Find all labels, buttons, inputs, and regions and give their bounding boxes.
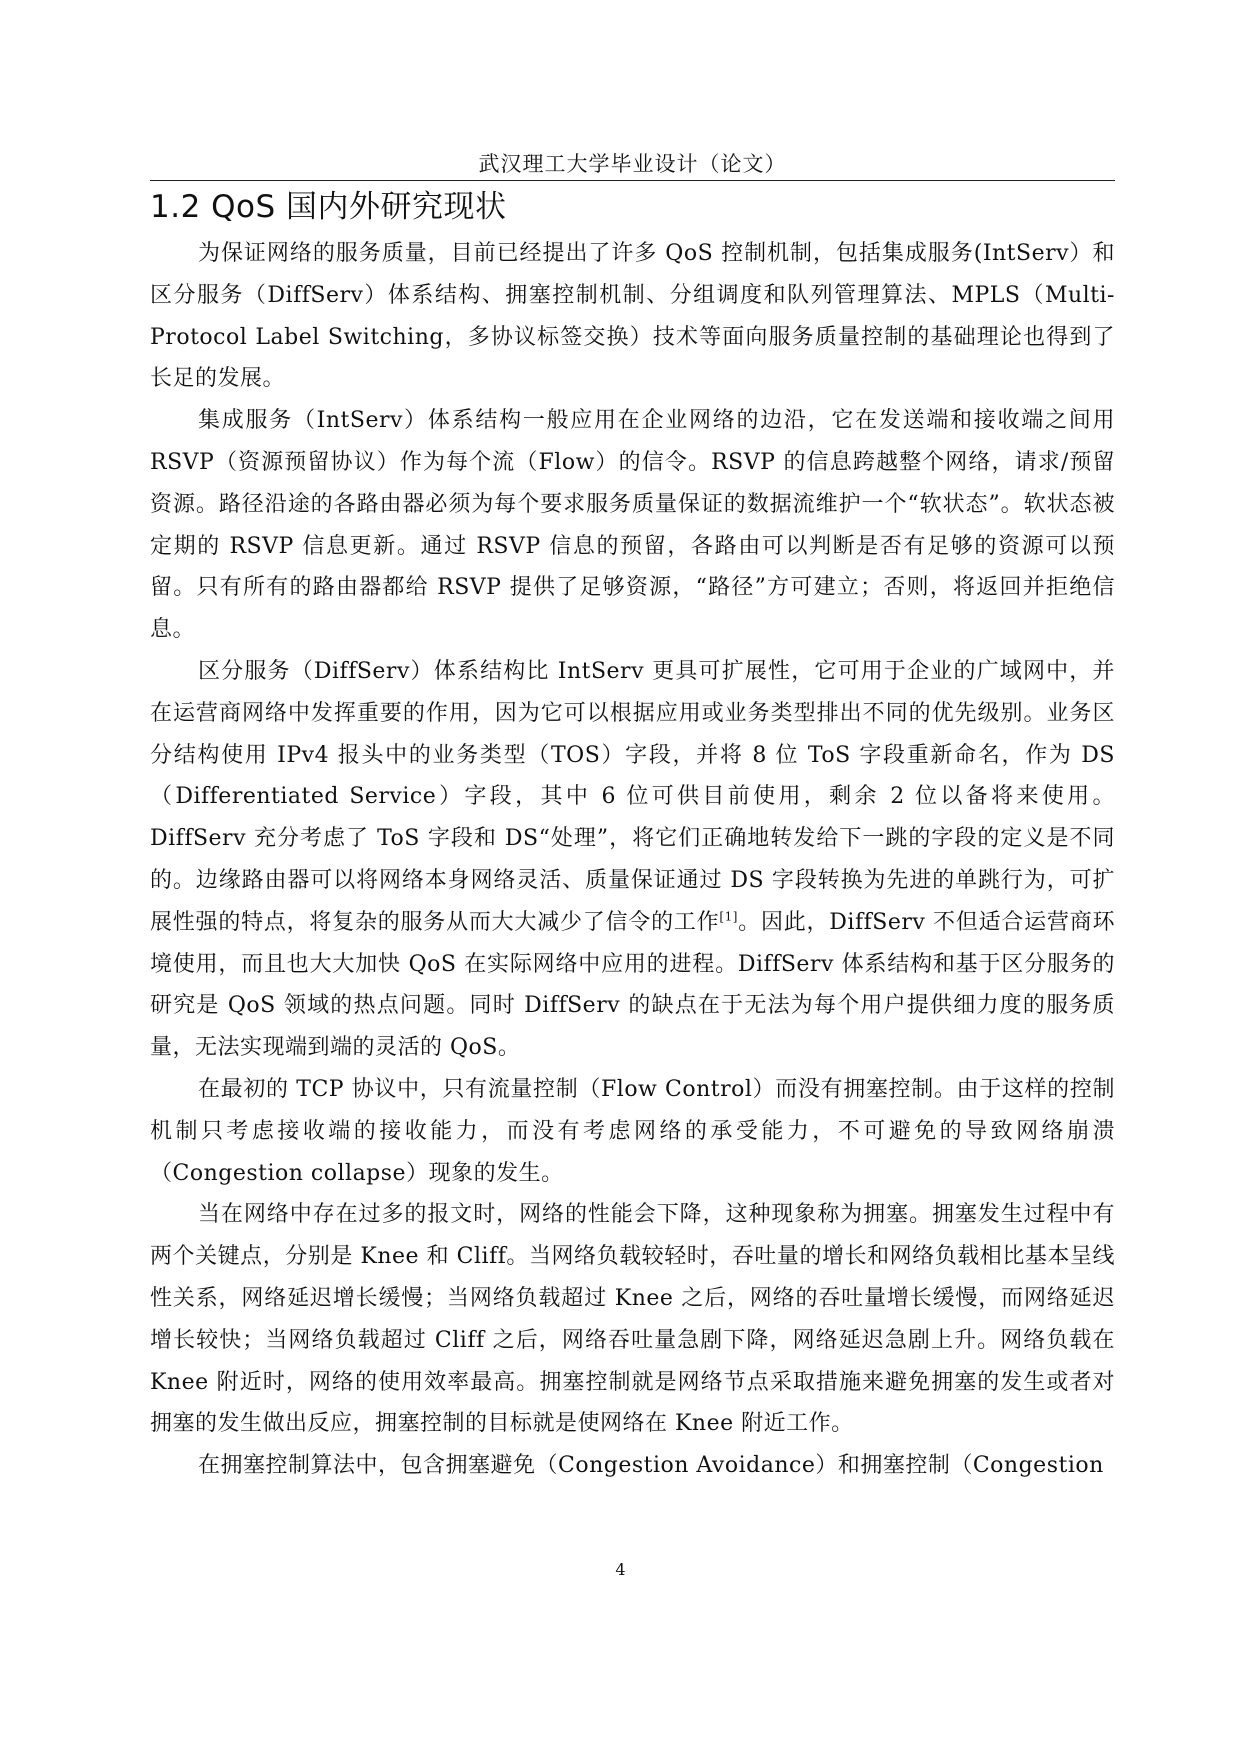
body-text — [150, 233, 1115, 1487]
section-heading: 1.2 QoS 国内外研究现状 — [150, 189, 507, 225]
paragraph-5: 当在网络中存在过多的报文时，网络的性能会下降，这种现象称为拥塞。拥塞发生过程中有两个关键点，分别是 Knee 和 Cliff。当网络负载较轻时，吞吐量的增长和网络负载相比基本呈线性关系，网络延迟增长缓慢；当网络负载超过 Knee 之后，网络的吞吐量增长缓慢，而网络延迟增长较快；当网络负载超过 Cliff 之后，网络吞吐量急剧下降，网络延迟急剧上升。网络负载在 Knee 附近时，网络的使用效率最高。拥塞控制就是网络节点采取措施来避免拥塞的发生或者对拥塞的发生做出反应，拥塞控制的目标就是使网络在 Knee 附近工作。 — [150, 1202, 1115, 1437]
paragraph-1: 为保证网络的服务质量，目前已经提出了许多 QoS 控制机制，包括集成服务(IntServ）和区分服务（DiffServ）体系结构、拥塞控制机制、分组调度和队列管理算法、MPLS（Multi-Protocol Label Switching，多协议标签交换）技术等面向服务质量控制的基础理论也得到了长足的发展。 — [150, 241, 1115, 392]
paragraph-3-text-after: 。因此，DiffServ 不但适合运营商环境使用，而且也大大加快 QoS 在实际网络中应用的进程。DiffServ 体系结构和基于区分服务的研究是 QoS 领域的热点问题。同时 DiffServ 的缺点在于无法为每个用户提供细力度的服务质量，无法实现端到端的灵活的 QoS。 — [150, 909, 1115, 1061]
paragraph-2: 集成服务（IntServ）体系结构一般应用在企业网络的边沿，它在发送端和接收端之间用 RSVP（资源预留协议）作为每个流（Flow）的信令。RSVP 的信息跨越整个网络，请求/预留资源。路径沿途的各路由器必须为每个要求服务质量保证的数据流维护一个“软状态”。软状态被定期的 RSVP 信息更新。通过 RSVP 信息的预留，各路由可以判断是否有足够的资源可以预留。只有所有的路由器都给 RSVP 提供了足够资源，“路径”方可建立；否则，将返回并拒绝信息。 — [150, 408, 1115, 643]
paragraph-3 — [150, 651, 1115, 1069]
header-rule — [150, 180, 1115, 181]
paragraph-3-text-before: 区分服务（DiffServ）体系结构比 IntServ 更具可扩展性，它可用于企业的广域网中，并在运营商网络中发挥重要的作用，因为它可以根据应用或业务类型排出不同的优先级别。业务区分结构使用 IPv4 报头中的业务类型（TOS）字段，并将 8 位 ToS 字段重新命名，作为 DS（Differentiated Service）字段，其中 6 位可供目前使用，剩余 2 位以备将来使用。DiffServ 充分考虑了 ToS 字段和 DS“处理”，将它们正确地转发给下一跳的字段的定义是不同的。边缘路由器可以将网络本身网络灵活、质量保证通过 DS 字段转换为先进的单跳行为，可扩展性强的特点，将复杂的服务从而大大减少了信令的工作 — [150, 658, 1115, 935]
citation-marker[interactable]: [1] — [719, 909, 738, 924]
page-number: 4 — [615, 1560, 626, 1579]
paragraph-6: 在拥塞控制算法中，包含拥塞避免（Congestion Avoidance）和拥塞控制（Congestion — [198, 1453, 1104, 1479]
running-header: 武汉理工大学毕业设计（论文） — [478, 152, 787, 176]
paragraph-4: 在最初的 TCP 协议中，只有流量控制（Flow Control）而没有拥塞控制。由于这样的控制机制只考虑接收端的接收能力，而没有考虑网络的承受能力，不可避免的导致网络崩溃（Congestion collapse）现象的发生。 — [150, 1076, 1115, 1186]
